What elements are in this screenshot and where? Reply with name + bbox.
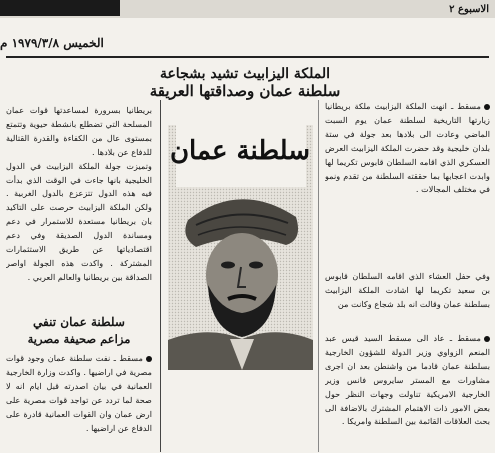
sub-title-line-2: مزاعم صحيفة مصرية [27, 332, 131, 346]
sub-title-line-1: سلطنة عمان تنفي [33, 315, 125, 329]
article-left-p1: بريطانيا بسرورة لمساعدتها قوات عمان المسلحة التي تضطلع بانشطة حيوية وتتمتع بمستوى عال من الكفاءة والقدرة القتالية للدفاع عن بلادها . [6, 105, 152, 157]
bullet-icon [484, 336, 490, 342]
column-divider-right [318, 100, 319, 452]
bullet-icon [146, 356, 152, 362]
header-rule [6, 56, 489, 58]
article-right-p3: مسقط ـ عاد الى مسقط السيد قيس عبد المنعم الزواوي وزير الدولة للشؤون الخارجية بسلطنة عمان قادما من واشنطن بعد ان اجرى مشاورات مع المستر سايروس فانس وزير الخارجية الامريكية تناولت وجهات النظر حول بعض الامور ذات الاهتمام المشترك بالاضافة الى بحث العلاقات القائمة بين السلطنة وامريكا . [325, 333, 490, 427]
photo-illustration [168, 125, 313, 370]
top-band [0, 0, 495, 18]
calligraphy-text: سلطنة عمان [169, 136, 311, 166]
masthead-block [0, 0, 120, 16]
bullet-icon [484, 104, 490, 110]
article-right-p1: مسقط ـ انهت الملكة اليزابيث ملكة بريطانيا زيارتها التاريخية لسلطنة عمان يوم السبت الماضي وعادت الى بلادها بعد جولة في ستة بلدان خليجية وقد حضرت الملكة اليزابيث العرض العسكري الذي اقامه السلطان قابوس تكريما لها وابدت اعجابها بما حققته السلطنة من تقدم ونمو في مختلف المجالات . [325, 101, 490, 195]
main-headline [120, 66, 370, 100]
article-left [6, 104, 152, 308]
issue-date: الخميس ١٩٧٩/٣/٨ م [0, 36, 104, 50]
sub-article-body: مسقط ـ نفت سلطنة عمان وجود قوات مصرية في اراضيها . واكدت وزارة الخارجية العمانية في بيان اصدرته قبل ايام انه لا صحة لما تردد عن تواجد قوات مصرية على ارض عمان وان القوات العمانية قادرة على الدفاع عن اراضيها . [6, 353, 152, 433]
headline-line-2: سلطنة عمان وصداقتها العريقة [149, 82, 341, 100]
sub-article-title [6, 314, 152, 348]
article-left-p2: وتميزت جولة الملكة اليزابيث في الدول الخليجية بانها جاءت في الوقت الذي بدأت فيه هذه الدول تتزعزع بالدول الغربية . ولكن الملكة اليزابيث حرصت على التاكيد بان بريطانيا مستعدة للاستمرار في دعم ومساندة الدول الصديقة وفي دعم اقتصادياتها عن طريق الاستثمارات المشتركة . واكدت هذه الجولة اواصر الصداقة بين بريطانيا والعالم العربي . [6, 160, 152, 282]
week-label: الاسبوع ٢ [449, 4, 489, 15]
sultan-photo [168, 125, 313, 370]
headline-line-1: الملكة اليزابيث تشيد بشجاعة [159, 66, 331, 82]
article-right-p2: وفي حفل العشاء الذي اقامه السلطان قابوس بن سعيد تكريما لها اشادت الملكة اليزابيث بسلطنة عمان وقالت انه بلد شجاع وكانت من [325, 271, 490, 309]
column-divider [160, 100, 161, 452]
